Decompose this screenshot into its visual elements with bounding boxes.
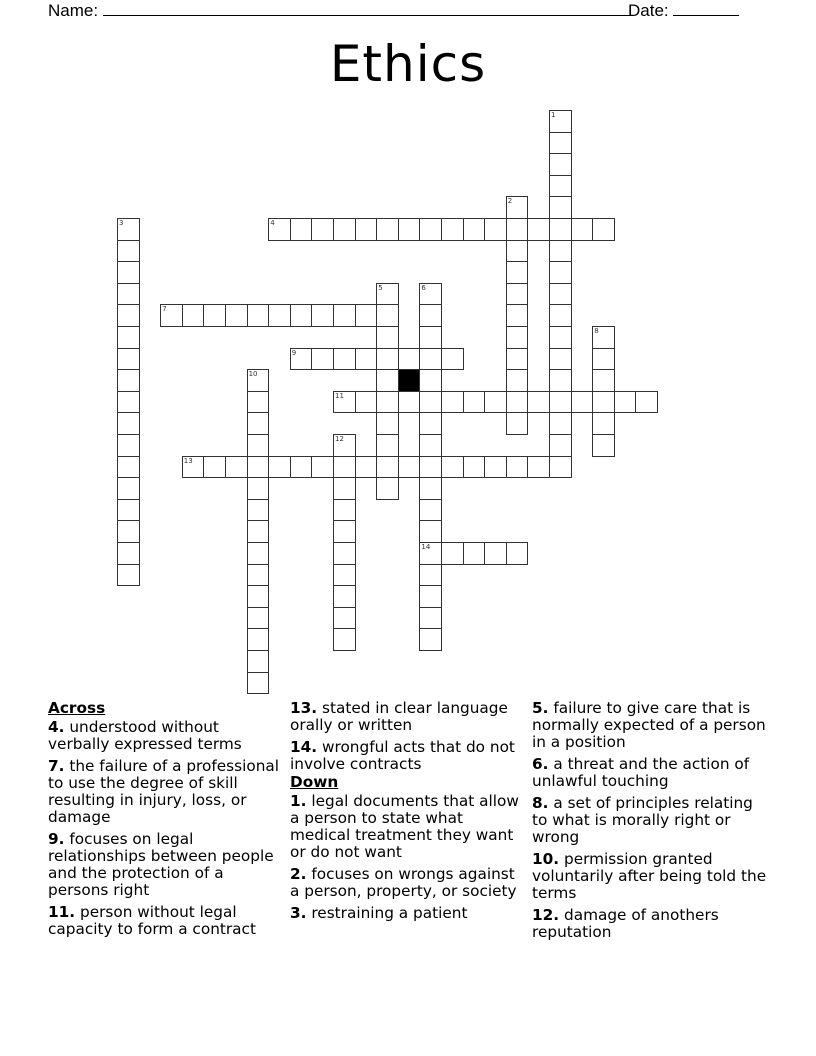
grid-cell[interactable] <box>592 434 615 457</box>
grid-cell[interactable] <box>506 304 529 327</box>
grid-cell[interactable] <box>441 542 464 565</box>
grid-cell[interactable] <box>247 672 270 695</box>
clue-number: 13 <box>290 699 312 717</box>
clue-number: 7 <box>48 757 59 775</box>
grid-cell[interactable] <box>333 456 356 479</box>
grid-cell[interactable] <box>355 456 378 479</box>
grid-cell[interactable] <box>117 499 140 522</box>
grid-cell[interactable] <box>376 326 399 349</box>
cell-number: 8 <box>594 327 599 335</box>
grid-cell[interactable] <box>419 326 442 349</box>
grid-cell[interactable] <box>355 218 378 241</box>
grid-cell[interactable] <box>117 434 140 457</box>
grid-cell[interactable] <box>376 434 399 457</box>
grid-cell[interactable] <box>571 391 594 414</box>
grid-cell[interactable] <box>117 348 140 371</box>
clue-across-11: 11. person without legal capacity to form a contract <box>48 903 256 938</box>
grid-cell[interactable] <box>398 391 421 414</box>
grid-cell[interactable] <box>247 412 270 435</box>
grid-cell[interactable] <box>441 456 464 479</box>
grid-cell[interactable] <box>441 391 464 414</box>
grid-cell[interactable] <box>419 218 442 241</box>
grid-cell[interactable] <box>463 456 486 479</box>
grid-cell[interactable] <box>419 412 442 435</box>
page-title: Ethics <box>329 35 487 93</box>
grid-cell[interactable] <box>247 456 270 479</box>
grid-cell[interactable] <box>506 348 529 371</box>
grid-cell[interactable] <box>117 218 140 241</box>
clue-down-12: 12. damage of anothers reputation <box>532 906 719 941</box>
grid-cell[interactable] <box>549 348 572 371</box>
clue-text: focuses on legal relationships between people and the protection of a persons right <box>48 830 274 899</box>
clue-number: 12 <box>532 906 554 924</box>
clue-number: 1 <box>290 792 301 810</box>
clue-text: damage of anothers reputation <box>532 906 719 941</box>
grid-cell[interactable] <box>117 326 140 349</box>
grid-cell[interactable] <box>463 218 486 241</box>
grid-cell[interactable] <box>247 564 270 587</box>
grid-cell[interactable] <box>290 304 313 327</box>
grid-cell[interactable] <box>549 391 572 414</box>
grid-cell[interactable] <box>506 261 529 284</box>
grid-cell[interactable] <box>117 520 140 543</box>
grid-cell[interactable] <box>333 542 356 565</box>
grid-cell[interactable] <box>549 240 572 263</box>
clue-number: 5 <box>532 699 543 717</box>
grid-cell[interactable] <box>355 391 378 414</box>
grid-cell[interactable] <box>268 218 291 241</box>
grid-cell[interactable] <box>398 456 421 479</box>
grid-cell[interactable] <box>419 283 442 306</box>
grid-cell[interactable] <box>203 304 226 327</box>
grid-cell[interactable] <box>549 261 572 284</box>
grid-cell[interactable] <box>333 607 356 630</box>
grid-cell[interactable] <box>549 326 572 349</box>
grid-cell[interactable] <box>463 391 486 414</box>
grid-cell[interactable] <box>247 369 270 392</box>
grid-cell[interactable] <box>376 456 399 479</box>
cell-number: 2 <box>507 197 513 206</box>
clue-across-14: 14. wrongful acts that do not involve contracts <box>290 738 515 773</box>
grid-cell[interactable] <box>635 391 658 414</box>
grid-cell[interactable] <box>311 304 334 327</box>
grid-cell[interactable] <box>247 499 270 522</box>
grid-cell[interactable] <box>247 542 270 565</box>
grid-cell[interactable] <box>419 564 442 587</box>
grid-cell[interactable] <box>549 412 572 435</box>
grid-cell[interactable] <box>247 304 270 327</box>
clue-number: 10 <box>532 850 554 868</box>
grid-cell[interactable] <box>419 520 442 543</box>
date-label: Date: <box>628 1 669 20</box>
clue-number: 14 <box>290 738 312 756</box>
clue-column-1 <box>48 700 284 943</box>
clue-number: 3 <box>290 904 301 922</box>
grid-cell[interactable] <box>355 348 378 371</box>
cell-number: 6 <box>421 283 426 292</box>
grid-cell[interactable] <box>333 434 356 457</box>
clue-down-1: 1. legal documents that allow a person to state what medical treatment they want or do not want <box>290 792 519 861</box>
clue-number: 9 <box>48 830 59 848</box>
grid-cell[interactable] <box>419 434 442 457</box>
grid-cell[interactable] <box>419 499 442 522</box>
grid-cell[interactable] <box>419 628 442 651</box>
clue-down-2: 2. focuses on wrongs against a person, property, or society <box>290 865 517 900</box>
grid-cell[interactable] <box>247 391 270 414</box>
grid-cell[interactable] <box>333 348 356 371</box>
clue-text: stated in clear language orally or written <box>290 699 508 734</box>
grid-cell[interactable] <box>419 304 442 327</box>
grid-cell[interactable] <box>527 456 550 479</box>
grid-cell[interactable] <box>333 218 356 241</box>
grid-cell[interactable] <box>484 218 507 241</box>
clue-down-3: 3. restraining a patient <box>290 904 468 922</box>
grid-cell[interactable] <box>527 391 550 414</box>
grid-cell[interactable] <box>333 628 356 651</box>
clue-column-3 <box>532 700 768 946</box>
grid-cell[interactable] <box>117 564 140 587</box>
grid-cell[interactable] <box>311 456 334 479</box>
grid-cell[interactable] <box>506 326 529 349</box>
clue-text: wrongful acts that do not involve contracts <box>290 738 515 773</box>
grid-cell[interactable] <box>549 283 572 306</box>
grid-cell[interactable] <box>506 456 529 479</box>
grid-cell[interactable] <box>592 412 615 435</box>
cell-number: 11 <box>335 391 344 400</box>
clue-column-2 <box>290 700 526 927</box>
grid-cell[interactable] <box>484 456 507 479</box>
grid-cell[interactable] <box>376 412 399 435</box>
grid-cell[interactable] <box>506 412 529 435</box>
grid-cell[interactable] <box>614 391 637 414</box>
clue-number: 4 <box>48 718 59 736</box>
grid-cell[interactable] <box>247 477 270 500</box>
grid-cell[interactable] <box>549 369 572 392</box>
grid-cell[interactable] <box>506 218 529 241</box>
grid-cell[interactable] <box>333 391 356 414</box>
grid-cell[interactable] <box>527 218 550 241</box>
grid-cell[interactable] <box>484 391 507 414</box>
grid-cell[interactable] <box>117 477 140 500</box>
grid-cell[interactable] <box>182 304 205 327</box>
grid-cell[interactable] <box>592 369 615 392</box>
grid-cell[interactable] <box>117 542 140 565</box>
grid-cell[interactable] <box>549 132 572 155</box>
clue-across-7: 7. the failure of a professional to use the degree of skill resulting in injury, loss, or damage <box>48 757 280 826</box>
grid-cell[interactable] <box>117 261 140 284</box>
grid-cell[interactable] <box>549 153 572 176</box>
grid-cell[interactable] <box>376 348 399 371</box>
grid-cell[interactable] <box>419 456 442 479</box>
grid-cell[interactable] <box>398 348 421 371</box>
grid-cell[interactable] <box>268 304 291 327</box>
grid-cell[interactable] <box>247 628 270 651</box>
grid-cell[interactable] <box>117 391 140 414</box>
grid-cell[interactable] <box>160 304 183 327</box>
grid-cell[interactable] <box>549 434 572 457</box>
grid-cell[interactable] <box>549 456 572 479</box>
grid-cell[interactable] <box>506 542 529 565</box>
grid-cell[interactable] <box>571 218 594 241</box>
grid-cell[interactable] <box>419 607 442 630</box>
grid-cell[interactable] <box>419 585 442 608</box>
grid-cell[interactable] <box>376 369 399 392</box>
clue-down-5: 5. failure to give care that is normally expected of a person in a position <box>532 699 766 751</box>
grid-cell[interactable] <box>117 456 140 479</box>
grid-cell[interactable] <box>117 412 140 435</box>
down-heading: Down <box>290 773 339 791</box>
grid-cell[interactable] <box>441 218 464 241</box>
cell-number: 4 <box>270 219 275 227</box>
grid-cell[interactable] <box>484 542 507 565</box>
grid-cell[interactable] <box>506 391 529 414</box>
cell-number: 9 <box>291 348 297 357</box>
clue-text: focuses on wrongs against a person, property, or society <box>290 865 517 900</box>
clue-text: restraining a patient <box>311 904 468 922</box>
grid-cell[interactable] <box>117 283 140 306</box>
clue-text: legal documents that allow a person to state what medical treatment they want or do not want <box>290 792 519 861</box>
grid-cell[interactable] <box>290 348 313 371</box>
grid-cell[interactable] <box>592 326 615 349</box>
cell-number: 13 <box>183 456 193 465</box>
grid-cell[interactable] <box>592 218 615 241</box>
grid-cell[interactable] <box>247 434 270 457</box>
grid-cell[interactable] <box>506 369 529 392</box>
grid-cell[interactable] <box>506 240 529 263</box>
grid-cell[interactable] <box>419 391 442 414</box>
grid-cell[interactable] <box>333 499 356 522</box>
grid-cell[interactable] <box>376 218 399 241</box>
grid-cell[interactable] <box>333 520 356 543</box>
grid-cell[interactable] <box>376 283 399 306</box>
grid-cell[interactable] <box>117 304 140 327</box>
grid-cell[interactable] <box>376 304 399 327</box>
grid-cell[interactable] <box>441 348 464 371</box>
clue-text: a threat and the action of unlawful touching <box>532 755 750 790</box>
cell-number: 3 <box>119 219 124 227</box>
clue-text: a set of principles relating to what is morally right or wrong <box>532 794 753 846</box>
grid-cell[interactable] <box>117 240 140 263</box>
grid-cell[interactable] <box>463 542 486 565</box>
grid-cell[interactable] <box>419 477 442 500</box>
grid-cell[interactable] <box>247 520 270 543</box>
grid-cell[interactable] <box>592 391 615 414</box>
grid-cell[interactable] <box>592 348 615 371</box>
grid-cell[interactable] <box>419 369 442 392</box>
clue-text: person without legal capacity to form a contract <box>48 903 256 938</box>
cell-number: 5 <box>378 283 383 292</box>
grid-cell[interactable] <box>203 456 226 479</box>
grid-cell[interactable] <box>225 304 248 327</box>
grid-cell[interactable] <box>549 218 572 241</box>
clue-text: understood without verbally expressed terms <box>48 718 242 753</box>
grid-cell[interactable] <box>549 304 572 327</box>
grid-cell[interactable] <box>419 348 442 371</box>
grid-cell[interactable] <box>355 304 378 327</box>
clue-number: 8 <box>532 794 543 812</box>
grid-cell[interactable] <box>311 218 334 241</box>
grid-cell[interactable] <box>549 196 572 219</box>
grid-cell[interactable] <box>290 456 313 479</box>
grid-cell[interactable] <box>117 369 140 392</box>
cell-number: 7 <box>162 305 167 314</box>
clue-number: 11 <box>48 903 70 921</box>
clue-text: failure to give care that is normally expected of a person in a position <box>532 699 766 751</box>
grid-cell[interactable] <box>376 391 399 414</box>
grid-cell[interactable] <box>290 218 313 241</box>
grid-cell[interactable] <box>225 456 248 479</box>
grid-cell[interactable] <box>506 283 529 306</box>
clue-across-13: 13. stated in clear language orally or written <box>290 699 508 734</box>
grid-cell[interactable] <box>268 456 291 479</box>
grid-cell[interactable] <box>333 585 356 608</box>
cell-number: 14 <box>421 543 431 551</box>
cell-number: 1 <box>551 111 556 119</box>
grid-cell[interactable] <box>182 456 205 479</box>
grid-cell[interactable] <box>247 585 270 608</box>
clue-down-8: 8. a set of principles relating to what is morally right or wrong <box>532 794 753 846</box>
grid-cell[interactable] <box>333 477 356 500</box>
grid-cell[interactable] <box>247 607 270 630</box>
clue-number: 6 <box>532 755 543 773</box>
clue-number: 2 <box>290 865 301 883</box>
across-heading: Across <box>48 699 106 717</box>
grid-cell[interactable] <box>398 218 421 241</box>
clue-across-4: 4. understood without verbally expressed terms <box>48 718 242 753</box>
cell-number: 12 <box>335 435 344 443</box>
grid-cell[interactable] <box>247 650 270 673</box>
grid-cell[interactable] <box>333 564 356 587</box>
clue-across-9: 9. focuses on legal relationships between people and the protection of a persons right <box>48 830 274 899</box>
name-label: Name: <box>48 1 99 20</box>
cell-number: 10 <box>248 370 258 379</box>
grid-cell[interactable] <box>419 542 442 565</box>
grid-cell[interactable] <box>376 477 399 500</box>
clue-down-6: 6. a threat and the action of unlawful touching <box>532 755 750 790</box>
grid-cell[interactable] <box>549 110 572 133</box>
grid-cell[interactable] <box>549 175 572 198</box>
black-cell <box>398 369 421 392</box>
clue-text: the failure of a professional to use the degree of skill resulting in injury, loss, or damage <box>48 757 280 826</box>
grid-cell[interactable] <box>333 304 356 327</box>
clue-text: permission granted voluntarily after being told the terms <box>532 850 767 902</box>
grid-cell[interactable] <box>506 196 529 219</box>
clue-down-10: 10. permission granted voluntarily after being told the terms <box>532 850 767 902</box>
grid-cell[interactable] <box>311 348 334 371</box>
